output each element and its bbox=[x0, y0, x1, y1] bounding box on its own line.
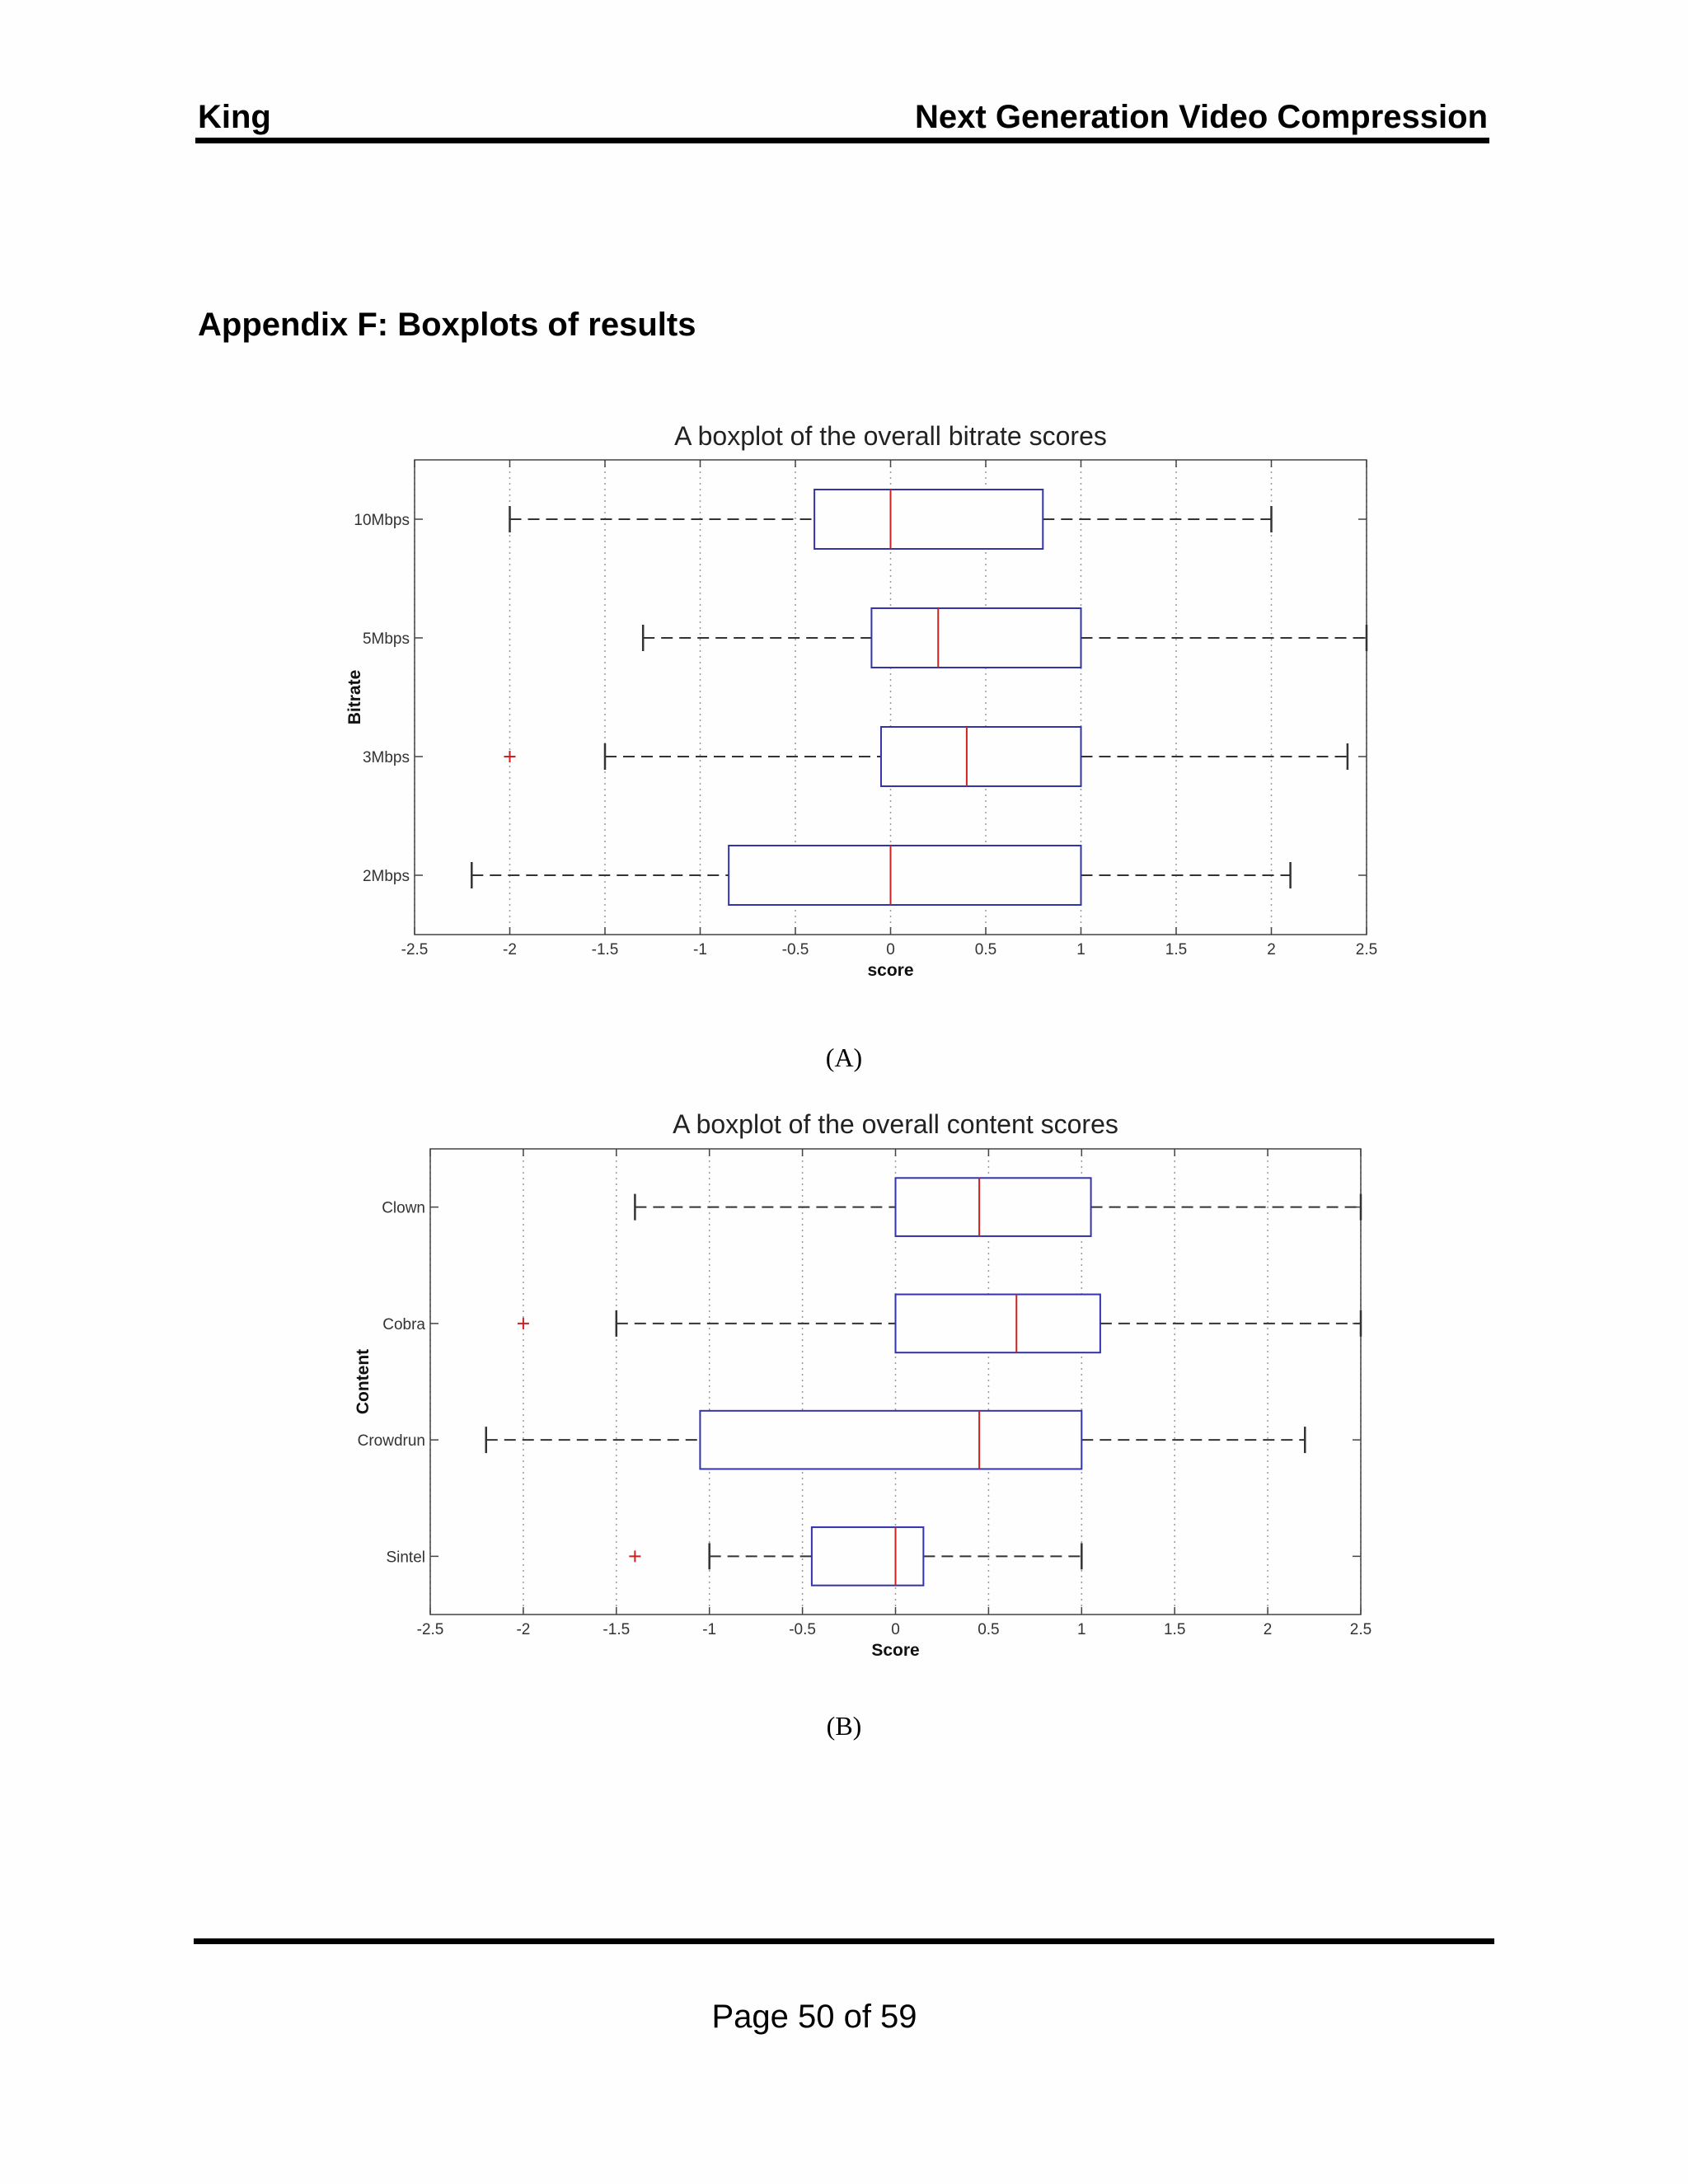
x-tick-label: 2.5 bbox=[1349, 1621, 1372, 1638]
footer-rule bbox=[194, 1938, 1494, 1944]
x-tick-label: -2 bbox=[503, 941, 517, 958]
iqr-box bbox=[896, 1178, 1091, 1236]
iqr-box bbox=[700, 1411, 1081, 1469]
x-tick-label: -1.5 bbox=[603, 1621, 631, 1638]
outlier-marker bbox=[629, 1550, 640, 1562]
header-author: King bbox=[198, 99, 271, 135]
x-tick-label: -2 bbox=[516, 1621, 531, 1638]
x-tick-label: -2.5 bbox=[401, 941, 429, 958]
iqr-box bbox=[814, 490, 1043, 549]
header-title: Next Generation Video Compression bbox=[915, 99, 1488, 135]
iqr-box bbox=[729, 846, 1081, 905]
x-tick-label: 1.5 bbox=[1163, 1621, 1186, 1638]
x-tick-label: 0.5 bbox=[974, 941, 997, 958]
x-tick-label: 2 bbox=[1263, 1621, 1273, 1638]
category-label: Cobra bbox=[382, 1315, 425, 1333]
page-number: Page 50 of 59 bbox=[711, 1999, 917, 2035]
section-heading: Appendix F: Boxplots of results bbox=[198, 307, 696, 343]
y-axis-label: Content bbox=[354, 1348, 373, 1415]
outlier-marker bbox=[504, 751, 516, 762]
iqr-box bbox=[896, 1295, 1100, 1353]
iqr-box bbox=[812, 1527, 923, 1586]
x-axis-label: score bbox=[867, 961, 914, 980]
x-tick-label: -1.5 bbox=[591, 941, 619, 958]
category-label: Clown bbox=[382, 1199, 425, 1217]
content-boxplot bbox=[0, 1100, 1688, 1694]
category-label: 5Mbps bbox=[362, 630, 410, 648]
x-tick-label: 2.5 bbox=[1355, 941, 1378, 958]
x-tick-label: -0.5 bbox=[789, 1621, 816, 1638]
x-tick-label: -1 bbox=[702, 1621, 717, 1638]
header-rule bbox=[195, 138, 1489, 143]
x-tick-label: 1.5 bbox=[1165, 941, 1188, 958]
category-label: 2Mbps bbox=[362, 868, 410, 885]
x-tick-label: 0 bbox=[886, 941, 895, 958]
category-label: Sintel bbox=[386, 1549, 425, 1567]
x-tick-label: -1 bbox=[693, 941, 707, 958]
x-axis-label: Score bbox=[871, 1641, 920, 1660]
iqr-box bbox=[871, 608, 1081, 668]
x-tick-label: 1 bbox=[1077, 1621, 1086, 1638]
x-tick-label: 1 bbox=[1076, 941, 1085, 958]
chart-title: A boxplot of the overall content scores bbox=[673, 1109, 1118, 1139]
category-label: Crowdrun bbox=[357, 1432, 425, 1451]
category-label: 10Mbps bbox=[354, 512, 410, 529]
x-tick-label: -2.5 bbox=[416, 1621, 444, 1638]
category-label: 3Mbps bbox=[362, 749, 410, 766]
x-tick-label: 0 bbox=[891, 1621, 900, 1638]
chart-title: A boxplot of the overall bitrate scores bbox=[674, 421, 1107, 451]
x-tick-label: 0.5 bbox=[978, 1621, 1000, 1638]
bitrate-boxplot bbox=[0, 412, 1688, 1005]
outlier-marker bbox=[518, 1318, 529, 1329]
x-tick-label: 2 bbox=[1267, 941, 1276, 958]
iqr-box bbox=[881, 727, 1081, 786]
x-tick-label: -0.5 bbox=[781, 941, 809, 958]
caption-b: (B) bbox=[826, 1711, 862, 1741]
caption-a: (A) bbox=[825, 1043, 863, 1072]
y-axis-label: Bitrate bbox=[345, 669, 364, 725]
